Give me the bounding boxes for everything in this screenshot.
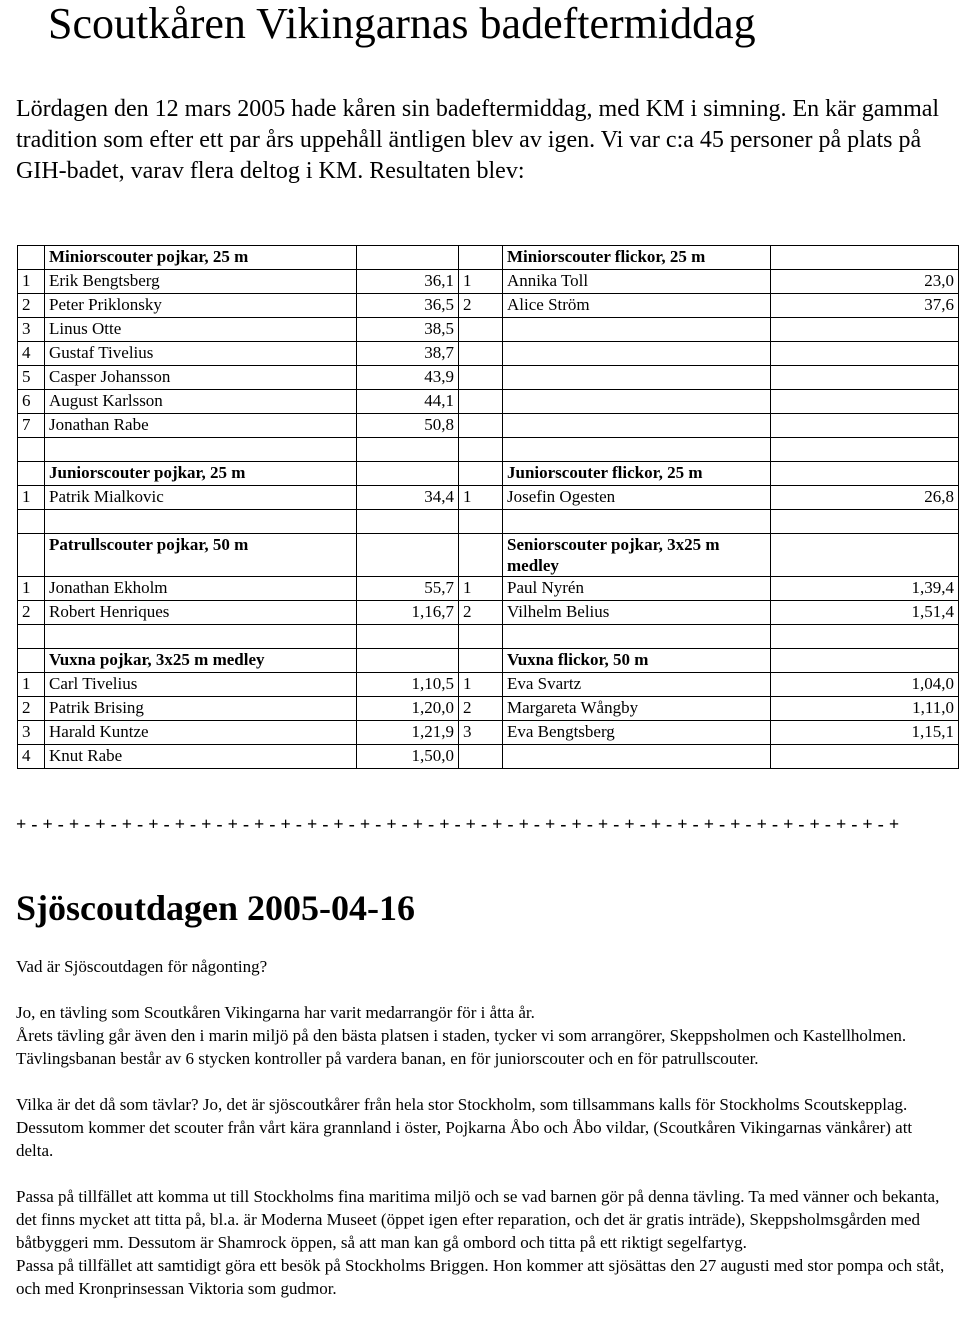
left-place: 4: [18, 745, 45, 769]
empty-cell: [771, 438, 959, 462]
pos-cell: [18, 462, 45, 486]
left-time: 1,50,0: [357, 745, 459, 769]
right-name: [503, 390, 771, 414]
left-place: 1: [18, 270, 45, 294]
table-row: [18, 745, 959, 769]
right-place: [459, 745, 503, 769]
right-name: Eva Svartz: [503, 673, 771, 697]
right-place: [459, 366, 503, 390]
category-header-row: [18, 649, 959, 673]
right-time: [771, 745, 959, 769]
right-place: [459, 414, 503, 438]
right-time: [771, 390, 959, 414]
right-place: 2: [459, 697, 503, 721]
empty-cell: [503, 625, 771, 649]
left-place: 2: [18, 697, 45, 721]
left-time: 43,9: [357, 366, 459, 390]
right-place: 1: [459, 577, 503, 601]
category-left: Vuxna pojkar, 3x25 m medley: [45, 649, 357, 673]
category-right: Vuxna flickor, 50 m: [503, 649, 771, 673]
body-paragraph: Passa på tillfället att samtidigt göra ett besök på Stockholms Briggen. Hon kommer att sjösättas den 27 augusti med stor pompa och ståt, och med Kronprinsessan Viktoria som gudmor.: [16, 1256, 945, 1298]
category-right: Juniorscouter flickor, 25 m: [503, 462, 771, 486]
left-time: 55,7: [357, 577, 459, 601]
right-place: [459, 390, 503, 414]
empty-cell: [45, 438, 357, 462]
time-cell: [771, 649, 959, 673]
right-time: 26,8: [771, 486, 959, 510]
left-time: 44,1: [357, 390, 459, 414]
right-time: 23,0: [771, 270, 959, 294]
left-place: 6: [18, 390, 45, 414]
right-time: 1,15,1: [771, 721, 959, 745]
right-time: [771, 414, 959, 438]
time-cell: [357, 246, 459, 270]
table-row: [18, 414, 959, 438]
category-right: Seniorscouter pojkar, 3x25 m medley: [503, 534, 771, 577]
right-place: [459, 318, 503, 342]
left-name: Jonathan Rabe: [45, 414, 357, 438]
right-place: 3: [459, 721, 503, 745]
body-paragraph: Årets tävling går även den i marin miljö på den bästa platsen i staden, tycker vi som arrangörer, Skeppsholmen och Kastellholmen. Tävlingsbanan består av 6 stycken kontroller på vardera banan, en för juniorscouter och en för patrullscouter.: [16, 1026, 907, 1068]
empty-cell: [503, 438, 771, 462]
table-row: [18, 366, 959, 390]
empty-cell: [45, 625, 357, 649]
left-time: 36,5: [357, 294, 459, 318]
left-place: 7: [18, 414, 45, 438]
right-place: 2: [459, 601, 503, 625]
table-row: [18, 601, 959, 625]
left-place: 3: [18, 318, 45, 342]
pos-cell: [459, 246, 503, 270]
empty-cell: [459, 510, 503, 534]
spacer-row: [18, 625, 959, 649]
table-row: [18, 342, 959, 366]
table-row: [18, 486, 959, 510]
category-left: Miniorscouter pojkar, 25 m: [45, 246, 357, 270]
left-time: 1,16,7: [357, 601, 459, 625]
right-name: [503, 414, 771, 438]
section-body: [16, 955, 946, 1300]
empty-cell: [357, 510, 459, 534]
empty-cell: [459, 625, 503, 649]
right-name: [503, 342, 771, 366]
separator-line: + - + - + - + - + - + - + - + - + - + - + - + - + - + - + - + - + - + - + - + - + - + - + - + - + - + - + - + - + - + - + - + - + - +: [16, 814, 900, 834]
empty-cell: [771, 625, 959, 649]
time-cell: [771, 462, 959, 486]
empty-cell: [459, 438, 503, 462]
results-table-body: [18, 246, 959, 769]
right-place: 1: [459, 486, 503, 510]
left-name: Carl Tivelius: [45, 673, 357, 697]
table-row: [18, 270, 959, 294]
right-name: Margareta Wångby: [503, 697, 771, 721]
category-header-row: [18, 534, 959, 577]
intro-paragraph: Lördagen den 12 mars 2005 hade kåren sin badeftermiddag, med KM i simning. En kär gammal tradition som efter ett par års uppehåll äntligen blev av igen. Vi var c:a 45 personer på plats på GIH-badet, varav flera deltog i KM. Resultaten blev:: [16, 96, 940, 184]
pos-cell: [459, 534, 503, 577]
right-name: Alice Ström: [503, 294, 771, 318]
left-place: 2: [18, 294, 45, 318]
left-time: 1,20,0: [357, 697, 459, 721]
left-place: 1: [18, 486, 45, 510]
spacer-row: [18, 510, 959, 534]
category-right: Miniorscouter flickor, 25 m: [503, 246, 771, 270]
left-name: Patrik Mialkovic: [45, 486, 357, 510]
right-name: [503, 745, 771, 769]
page-title: Scoutkåren Vikingarnas badeftermiddag: [48, 0, 756, 48]
empty-cell: [357, 625, 459, 649]
left-time: 38,5: [357, 318, 459, 342]
left-place: 1: [18, 673, 45, 697]
pos-cell: [18, 246, 45, 270]
time-cell: [357, 534, 459, 577]
right-time: [771, 342, 959, 366]
time-cell: [357, 462, 459, 486]
left-time: 38,7: [357, 342, 459, 366]
left-name: Knut Rabe: [45, 745, 357, 769]
pos-cell: [18, 534, 45, 577]
body-paragraph: Vilka är det då som tävlar? Jo, det är sjöscoutkårer från hela stor Stockholm, som tillsammans kalls för Stockholms Scoutskepplag. Dessutom kommer det scouter från vårt kära grannland i öster, Pojkarna Åbo och Åbo vildar, (Scoutkåren Vikingarnas vänkårer) att delta.: [16, 1095, 913, 1160]
category-header-row: [18, 246, 959, 270]
right-name: Vilhelm Belius: [503, 601, 771, 625]
right-name: [503, 318, 771, 342]
left-name: Patrik Brising: [45, 697, 357, 721]
right-time: 1,11,0: [771, 697, 959, 721]
table-row: [18, 294, 959, 318]
right-time: [771, 318, 959, 342]
left-place: 2: [18, 601, 45, 625]
table-row: [18, 577, 959, 601]
right-place: [459, 342, 503, 366]
left-time: 1,10,5: [357, 673, 459, 697]
category-header-row: [18, 462, 959, 486]
empty-cell: [18, 438, 45, 462]
body-paragraph: Jo, en tävling som Scoutkåren Vikingarna har varit medarrangör för i åtta år.: [16, 1003, 535, 1022]
pos-cell: [459, 649, 503, 673]
empty-cell: [503, 510, 771, 534]
body-paragraph: Passa på tillfället att komma ut till Stockholms fina maritima miljö och se vad barnen gör på denna tävling. Ta med vänner och bekanta, det finns mycket att titta på, bl.a. är Moderna Museet (öppet igen efter reparation, och det är gratis inträde), Skeppsholmsgården med båtbyggeri mm. Dessutom är Shamrock öppen, så att man kan gå ombord och titta på ett riktigt segelfartyg.: [16, 1187, 940, 1252]
left-time: 50,8: [357, 414, 459, 438]
right-place: 1: [459, 270, 503, 294]
right-name: [503, 366, 771, 390]
right-place: 1: [459, 673, 503, 697]
left-name: Peter Priklonsky: [45, 294, 357, 318]
right-time: 1,51,4: [771, 601, 959, 625]
right-time: 37,6: [771, 294, 959, 318]
left-name: Erik Bengtsberg: [45, 270, 357, 294]
left-name: Gustaf Tivelius: [45, 342, 357, 366]
right-name: Josefin Ogesten: [503, 486, 771, 510]
left-name: Casper Johansson: [45, 366, 357, 390]
table-row: [18, 721, 959, 745]
left-time: 34,4: [357, 486, 459, 510]
pos-cell: [18, 649, 45, 673]
left-place: 3: [18, 721, 45, 745]
left-name: Robert Henriques: [45, 601, 357, 625]
left-time: 36,1: [357, 270, 459, 294]
table-row: [18, 318, 959, 342]
right-place: 2: [459, 294, 503, 318]
empty-cell: [45, 510, 357, 534]
empty-cell: [771, 510, 959, 534]
right-name: Paul Nyrén: [503, 577, 771, 601]
table-row: [18, 390, 959, 414]
left-name: Harald Kuntze: [45, 721, 357, 745]
pos-cell: [459, 462, 503, 486]
left-place: 5: [18, 366, 45, 390]
time-cell: [357, 649, 459, 673]
empty-cell: [18, 510, 45, 534]
time-cell: [771, 534, 959, 577]
left-name: Jonathan Ekholm: [45, 577, 357, 601]
category-left: Patrullscouter pojkar, 50 m: [45, 534, 357, 577]
table-row: [18, 673, 959, 697]
left-name: August Karlsson: [45, 390, 357, 414]
right-time: 1,04,0: [771, 673, 959, 697]
results-table: [17, 245, 959, 769]
left-name: Linus Otte: [45, 318, 357, 342]
right-time: 1,39,4: [771, 577, 959, 601]
table-row: [18, 697, 959, 721]
empty-cell: [18, 625, 45, 649]
right-name: Annika Toll: [503, 270, 771, 294]
time-cell: [771, 246, 959, 270]
body-paragraph: Vad är Sjöscoutdagen för någonting?: [16, 957, 268, 976]
left-place: 1: [18, 577, 45, 601]
left-time: 1,21,9: [357, 721, 459, 745]
right-time: [771, 366, 959, 390]
left-place: 4: [18, 342, 45, 366]
empty-cell: [357, 438, 459, 462]
category-left: Juniorscouter pojkar, 25 m: [45, 462, 357, 486]
spacer-row: [18, 438, 959, 462]
section-title: Sjöscoutdagen 2005-04-16: [16, 888, 416, 928]
right-name: Eva Bengtsberg: [503, 721, 771, 745]
